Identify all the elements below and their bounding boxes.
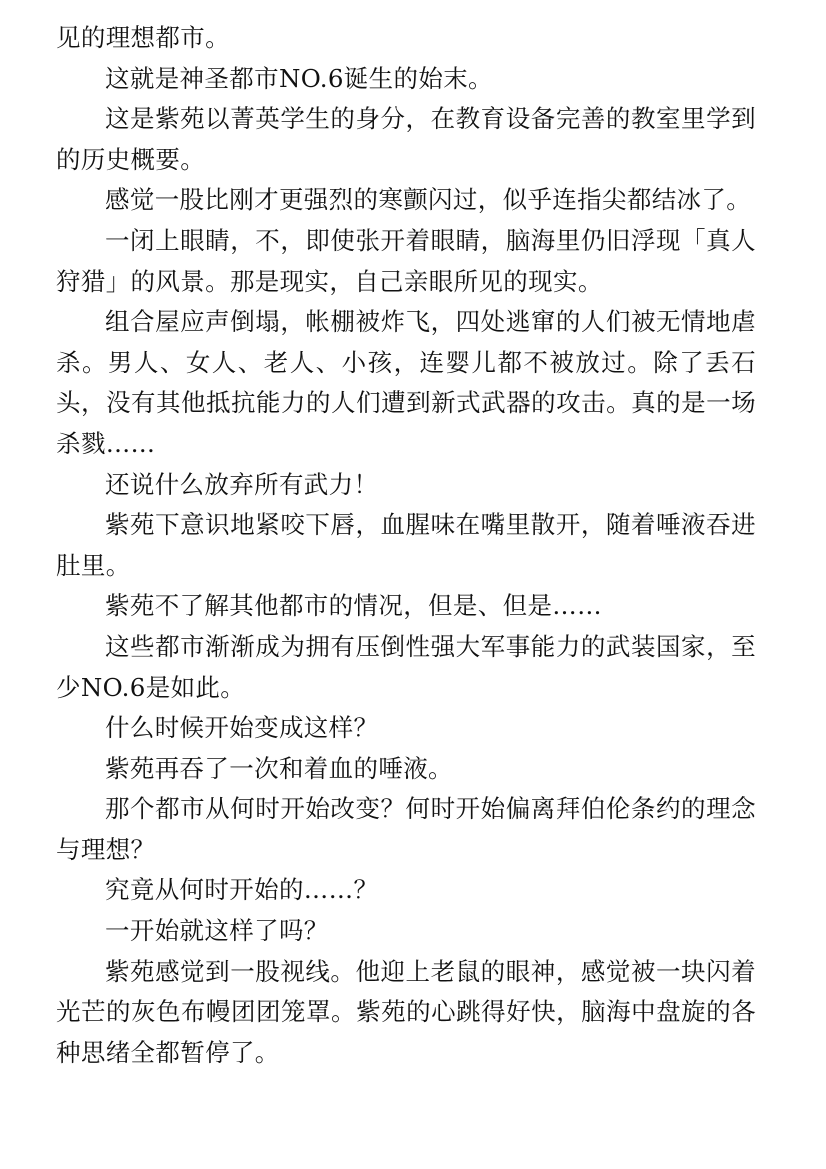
- paragraph: 还说什么放弃所有武力！: [105, 469, 379, 499]
- paragraph: 紫苑不了解其他都市的情况，但是、但是……: [105, 591, 602, 621]
- paragraph: 那个都市从何时开始改变？何时开始偏离拜伯伦条约的理念与理想？: [56, 794, 756, 864]
- paragraph: 紫苑再吞了一次和着血的唾液。: [105, 753, 453, 783]
- paragraph-continuation: 见的理想都市。: [56, 23, 230, 52]
- paragraph: 感觉一股比刚才更强烈的寒颤闪过，似乎连指尖都结冰了。: [105, 185, 752, 215]
- paragraph: 究竟从何时开始的……？: [105, 875, 379, 905]
- paragraph: 紫苑下意识地紧咬下唇，血腥味在嘴里散开，随着唾液吞进肚里。: [56, 510, 756, 580]
- paragraph: 这就是神圣都市NO.6诞生的始末。: [105, 63, 493, 93]
- paragraph: 组合屋应声倒塌，帐棚被炸飞，四处逃窜的人们被无情地虐杀。男人、女人、老人、小孩，连婴儿都不被放过。除了丢石头，没有其他抵抗能力的人们遭到新式武器的攻击。真的是一场杀戮……: [56, 307, 756, 458]
- paragraph: 这是紫苑以菁英学生的身分，在教育设备完善的教室里学到的历史概要。: [56, 104, 756, 174]
- paragraph: 什么时候开始变成这样？: [105, 713, 379, 743]
- paragraph: 一开始就这样了吗？: [105, 916, 329, 946]
- paragraph: 一闭上眼睛，不，即使张开着眼睛，脑海里仍旧浮现「真人狩猎」的风景。那是现实，自己亲眼所见的现实。: [56, 225, 756, 296]
- document-page: [56, 18, 756, 1073]
- paragraph: 这些都市渐渐成为拥有压倒性强大军事能力的武装国家，至少NO.6是如此。: [56, 631, 756, 702]
- paragraph: 紫苑感觉到一股视线。他迎上老鼠的眼神，感觉被一块闪着光芒的灰色布幔团团笼罩。紫苑的心跳得好快，脑海中盘旋的各种思绪全都暂停了。: [56, 956, 756, 1067]
